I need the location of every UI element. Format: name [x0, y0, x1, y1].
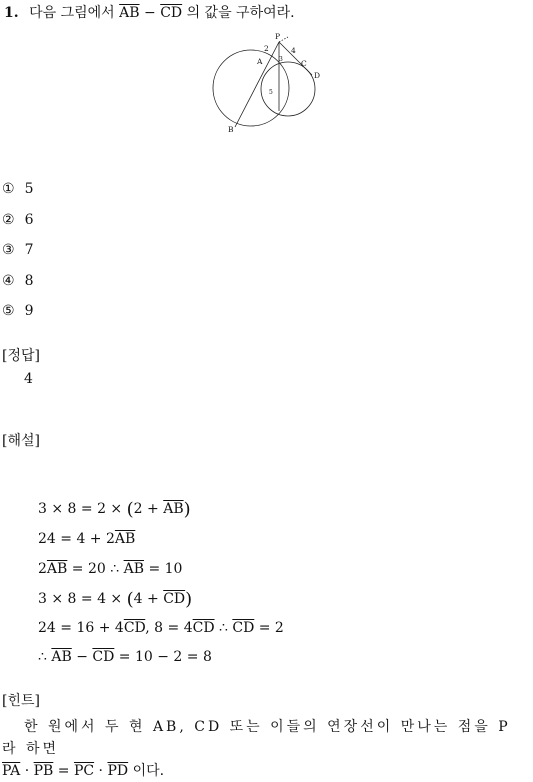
choice-value: 7	[24, 242, 34, 258]
segment-pd: $\overline{PD}$	[107, 763, 129, 779]
expr-part: , 8 = 4	[145, 620, 193, 636]
label-b: B	[228, 125, 234, 134]
measure-pa: 2	[264, 44, 269, 53]
question-text-before: 다음 그림에서	[29, 5, 115, 21]
explanation-line-1	[38, 499, 191, 520]
segment-ab: $\overline{AB}$	[119, 5, 140, 21]
expr-part: 24 = 16 + 4	[38, 620, 124, 636]
choice-mark: ③	[2, 242, 15, 258]
segment-cd: $\overline{CD}$	[163, 591, 186, 607]
dot: ·	[94, 763, 108, 779]
expr-part: = 20 ∴	[67, 561, 124, 577]
expr-part: −	[71, 649, 93, 665]
expr-part: ∴	[38, 649, 52, 665]
explanation-line-5	[38, 620, 284, 636]
expr-part: = 10	[144, 561, 183, 577]
hint-body	[2, 716, 531, 782]
expr-part: 3 × 8 = 4 ×	[38, 591, 123, 607]
choice-value: 8	[24, 273, 34, 289]
expr-part: ∴	[214, 620, 233, 636]
expr-part: 3 × 8 = 2 ×	[38, 501, 123, 517]
hint-text: 한 원에서 두 현 AB, CD 또는 이들의 연장선이 만나는 점을 P 라 하면	[2, 719, 511, 757]
explanation-line-4	[38, 589, 192, 610]
question-number: 1.	[4, 5, 19, 21]
segment-ab: $\overline{AB}$	[163, 501, 184, 517]
hint-heading: [힌트]	[2, 693, 40, 709]
segment-cd: $\overline{CD}$	[232, 620, 255, 636]
measure-inner: 3	[279, 56, 283, 63]
equals: =	[53, 763, 74, 779]
large-circle	[213, 50, 289, 126]
segment-cd: $\overline{CD}$	[92, 649, 115, 665]
explanation-line-6	[38, 649, 212, 665]
segment-ab: $\overline{AB}$	[123, 561, 144, 577]
secant-pab	[235, 42, 279, 127]
segment-cd: $\overline{CD}$	[192, 620, 215, 636]
choice-value: 6	[24, 212, 34, 228]
paren-close: )	[185, 589, 193, 610]
segment-ab: $\overline{AB}$	[114, 531, 136, 547]
segment-cd: $\overline{CD}$	[160, 5, 183, 21]
dashed-mark	[279, 37, 288, 42]
label-a: A	[257, 57, 263, 66]
expr-part: 24 = 4 + 2	[38, 531, 115, 547]
answer-value: 4	[24, 371, 33, 387]
minus-sign: −	[144, 5, 156, 21]
segment-pa: $\overline{PA}$	[2, 763, 21, 779]
segment-cd: $\overline{CD}$	[123, 620, 146, 636]
choice-mark: ①	[2, 181, 15, 197]
explanation-line-2	[38, 531, 135, 547]
label-p: P	[275, 32, 281, 41]
measure-chord: 5	[269, 89, 273, 96]
choice-2[interactable]	[2, 212, 33, 228]
choice-1[interactable]	[2, 181, 33, 197]
segment-ab: $\overline{AB}$	[51, 649, 72, 665]
choice-value: 9	[24, 303, 34, 319]
hint-tail: 이다.	[128, 763, 165, 779]
expr-part: = 10 − 2 = 8	[114, 649, 212, 665]
answer-heading: [정답]	[2, 348, 40, 364]
choice-5[interactable]	[2, 303, 33, 319]
choice-4[interactable]	[2, 273, 33, 289]
question-line	[4, 2, 295, 22]
segment-ab: $\overline{AB}$	[46, 561, 68, 577]
segment-pb: $\overline{PB}$	[33, 763, 54, 779]
choice-mark: ②	[2, 212, 15, 228]
choice-value: 5	[24, 181, 34, 197]
paren-close: )	[183, 499, 191, 520]
label-c: C	[301, 59, 307, 68]
expr-part: 4 +	[133, 591, 159, 607]
choice-3[interactable]	[2, 242, 33, 258]
dot: ·	[20, 763, 34, 779]
explanation-line-3	[38, 561, 182, 577]
expr-part: 2 +	[133, 501, 159, 517]
question-text-after: 의 값을 구하여라.	[186, 5, 295, 21]
paren-open: (	[126, 589, 134, 610]
explanation-heading: [해설]	[2, 433, 40, 449]
paren-open: (	[126, 499, 134, 520]
expr-part: = 2	[254, 620, 284, 636]
segment-pc: $\overline{PC}$	[73, 763, 95, 779]
geometry-figure	[208, 31, 328, 139]
measure-pc: 4	[291, 46, 296, 55]
label-d: D	[314, 71, 321, 80]
expr-part: 2	[38, 561, 47, 577]
choice-mark: ⑤	[2, 303, 15, 319]
choice-mark: ④	[2, 273, 15, 289]
